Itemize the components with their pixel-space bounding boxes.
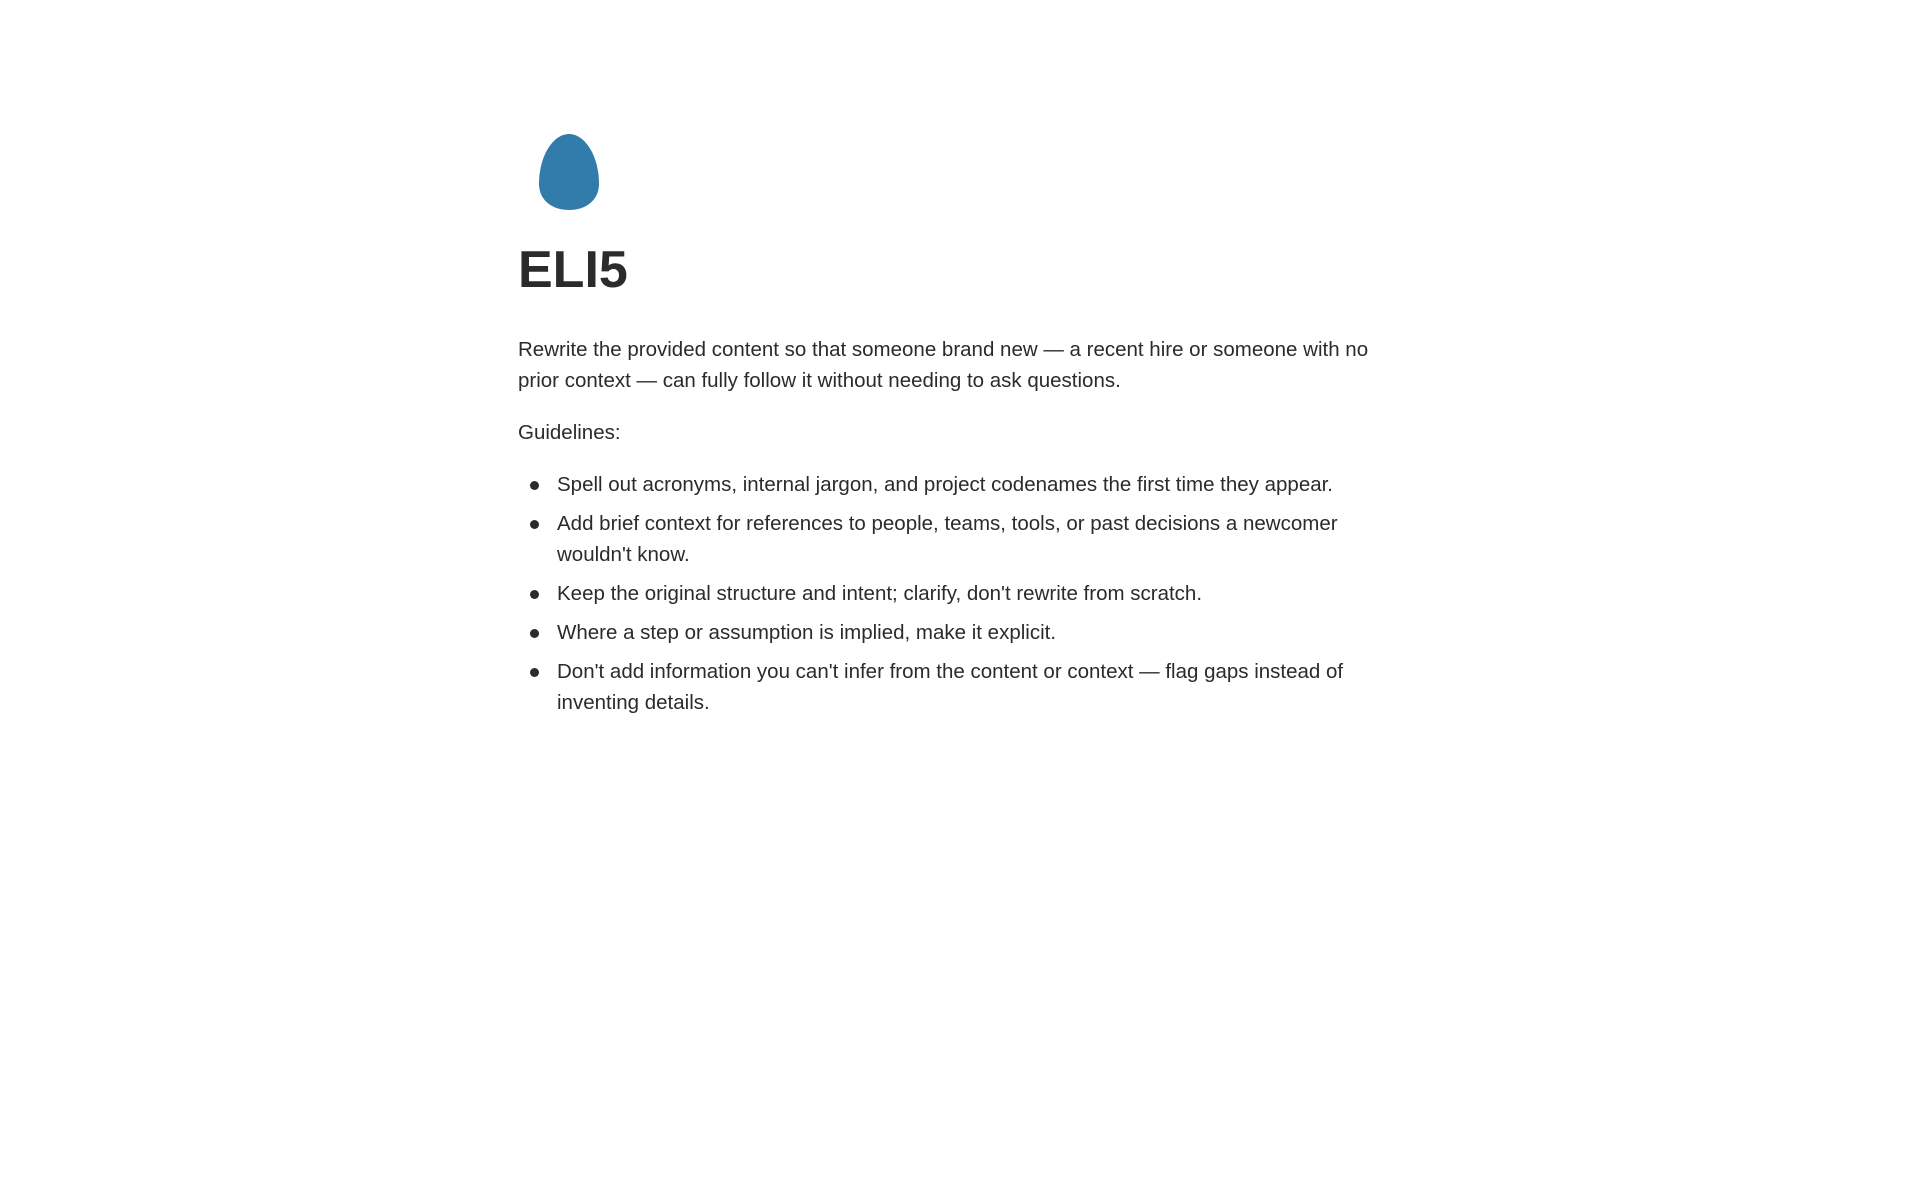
prompt-page bbox=[518, 132, 1398, 726]
guideline-text: Where a step or assumption is implied, make it explicit. bbox=[557, 621, 1057, 645]
guideline-text: Don't add information you can't infer from the content or context — flag gaps instead of inventing details. bbox=[557, 660, 1344, 715]
bullet-icon bbox=[530, 481, 539, 490]
guidelines-list bbox=[518, 469, 1398, 718]
bullet-icon bbox=[530, 590, 539, 599]
bullet-icon bbox=[530, 668, 539, 677]
list-item bbox=[518, 617, 1398, 648]
list-item bbox=[518, 578, 1398, 609]
guideline-text: Keep the original structure and intent; clarify, don't rewrite from scratch. bbox=[557, 582, 1203, 606]
list-item bbox=[518, 656, 1398, 718]
guidelines-label: Guidelines: bbox=[518, 421, 621, 445]
page-title: ELI5 bbox=[518, 241, 628, 299]
list-item bbox=[518, 508, 1398, 570]
egg-icon bbox=[538, 132, 600, 212]
guideline-text: Add brief context for references to people, teams, tools, or past decisions a newcomer wouldn't know. bbox=[557, 512, 1338, 567]
page-description: Rewrite the provided content so that someone brand new — a recent hire or someone with no prior context — can fully follow it without needing to ask questions. bbox=[518, 338, 1369, 393]
guideline-text: Spell out acronyms, internal jargon, and project codenames the first time they appear. bbox=[557, 473, 1334, 497]
bullet-icon bbox=[530, 520, 539, 529]
bullet-icon bbox=[530, 629, 539, 638]
list-item bbox=[518, 469, 1398, 500]
